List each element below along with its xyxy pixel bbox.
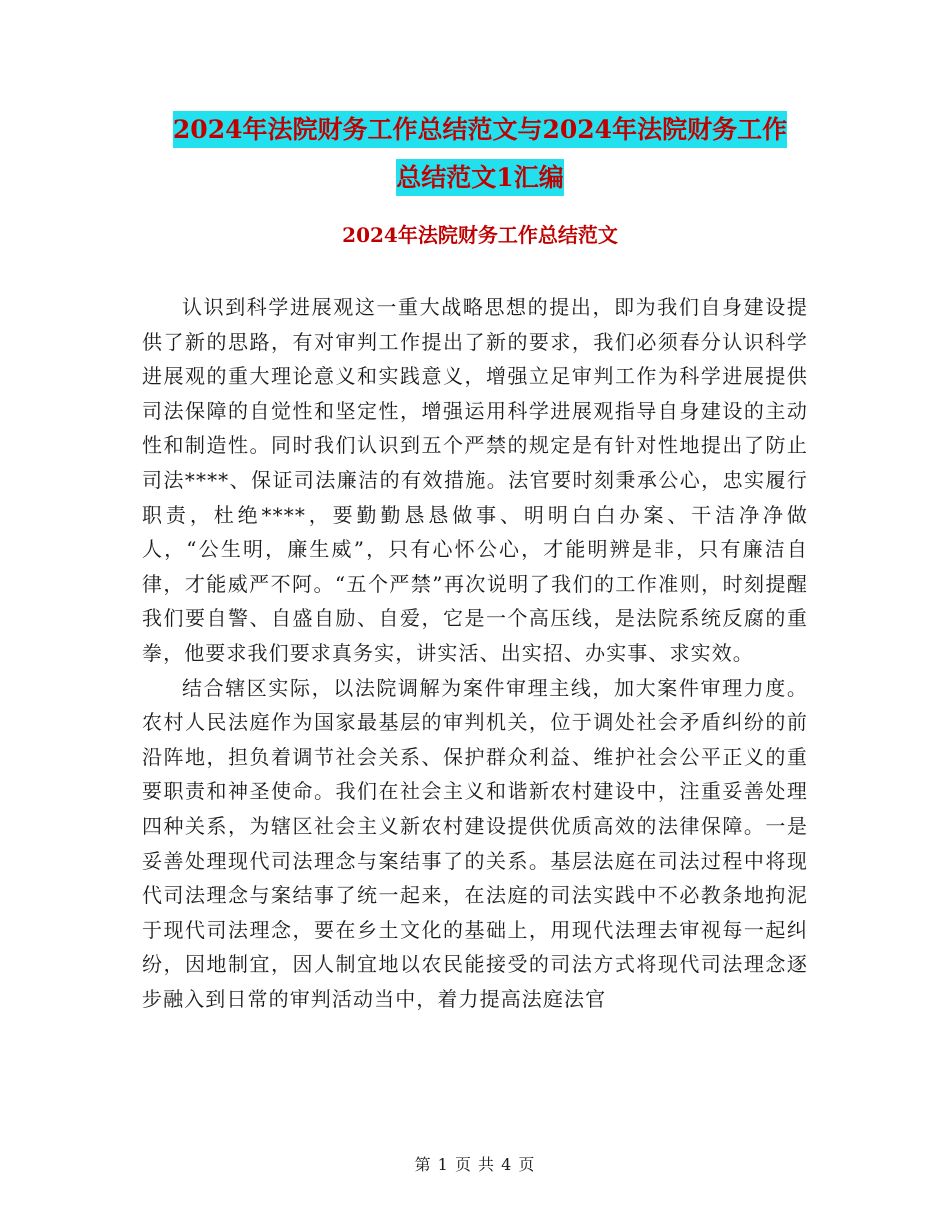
- paragraph-2: 结合辖区实际，以法院调解为案件审理主线，加大案件审理力度。农村人民法庭作为国家最基层的审判机关，位于调处社会矛盾纠纷的前沿阵地，担负着调节社会关系、保护群众利益、维护社会公平正义的重要职责和神圣使命。我们在社会主义和谐新农村建设中，注重妥善处理四种关系，为辖区社会主义新农村建设提供优质高效的法律保障。一是妥善处理现代司法理念与案结事了的关系。基层法庭在司法过程中将现代司法理念与案结事了统一起来，在法庭的司法实践中不必教条地拘泥于现代司法理念，要在乡土文化的基础上，用现代法理去审视每一起纠纷，因地制宜，因人制宜地以农民能接受的司法方式将现代司法理念逐步融入到日常的审判活动当中，着力提高法庭法官: [142, 675, 808, 1011]
- section-title: 2024年法院财务工作总结范文: [342, 223, 618, 247]
- paragraph-1: 认识到科学进展观这一重大战略思想的提出，即为我们自身建设提供了新的思路，有对审判工作提出了新的要求，我们必须春分认识科学进展观的重大理论意义和实践意义，增强立足审判工作为科学进展提供司法保障的自觉性和坚定性，增强运用科学进展观指导自身建设的主动性和制造性。同时我们认识到五个严禁的规定是有针对性地提出了防止司法****、保证司法廉洁的有效措施。法官要时刻秉承公心，忠实履行职责，杜绝****，要勤勤恳恳做事、明明白白办案、干洁净净做人，“公生明，廉生威”，只有心怀公心，才能明辨是非，只有廉洁自律，才能威严不阿。“五个严禁”再次说明了我们的工作准则，时刻提醒我们要自警、自盛自励、自爱，它是一个高压线，是法院系统反腐的重拳，他要求我们要求真务实，讲实活、出实招、办实事、求实效。: [142, 295, 808, 665]
- document-title: [140, 106, 820, 202]
- title-line-2: 总结范文1汇编: [396, 159, 563, 196]
- document-body: [142, 290, 808, 1016]
- title-line-1: 2024年法院财务工作总结范文与2024年法院财务工作: [173, 111, 787, 148]
- page-footer: 第 1 页 共 4 页: [414, 1155, 536, 1174]
